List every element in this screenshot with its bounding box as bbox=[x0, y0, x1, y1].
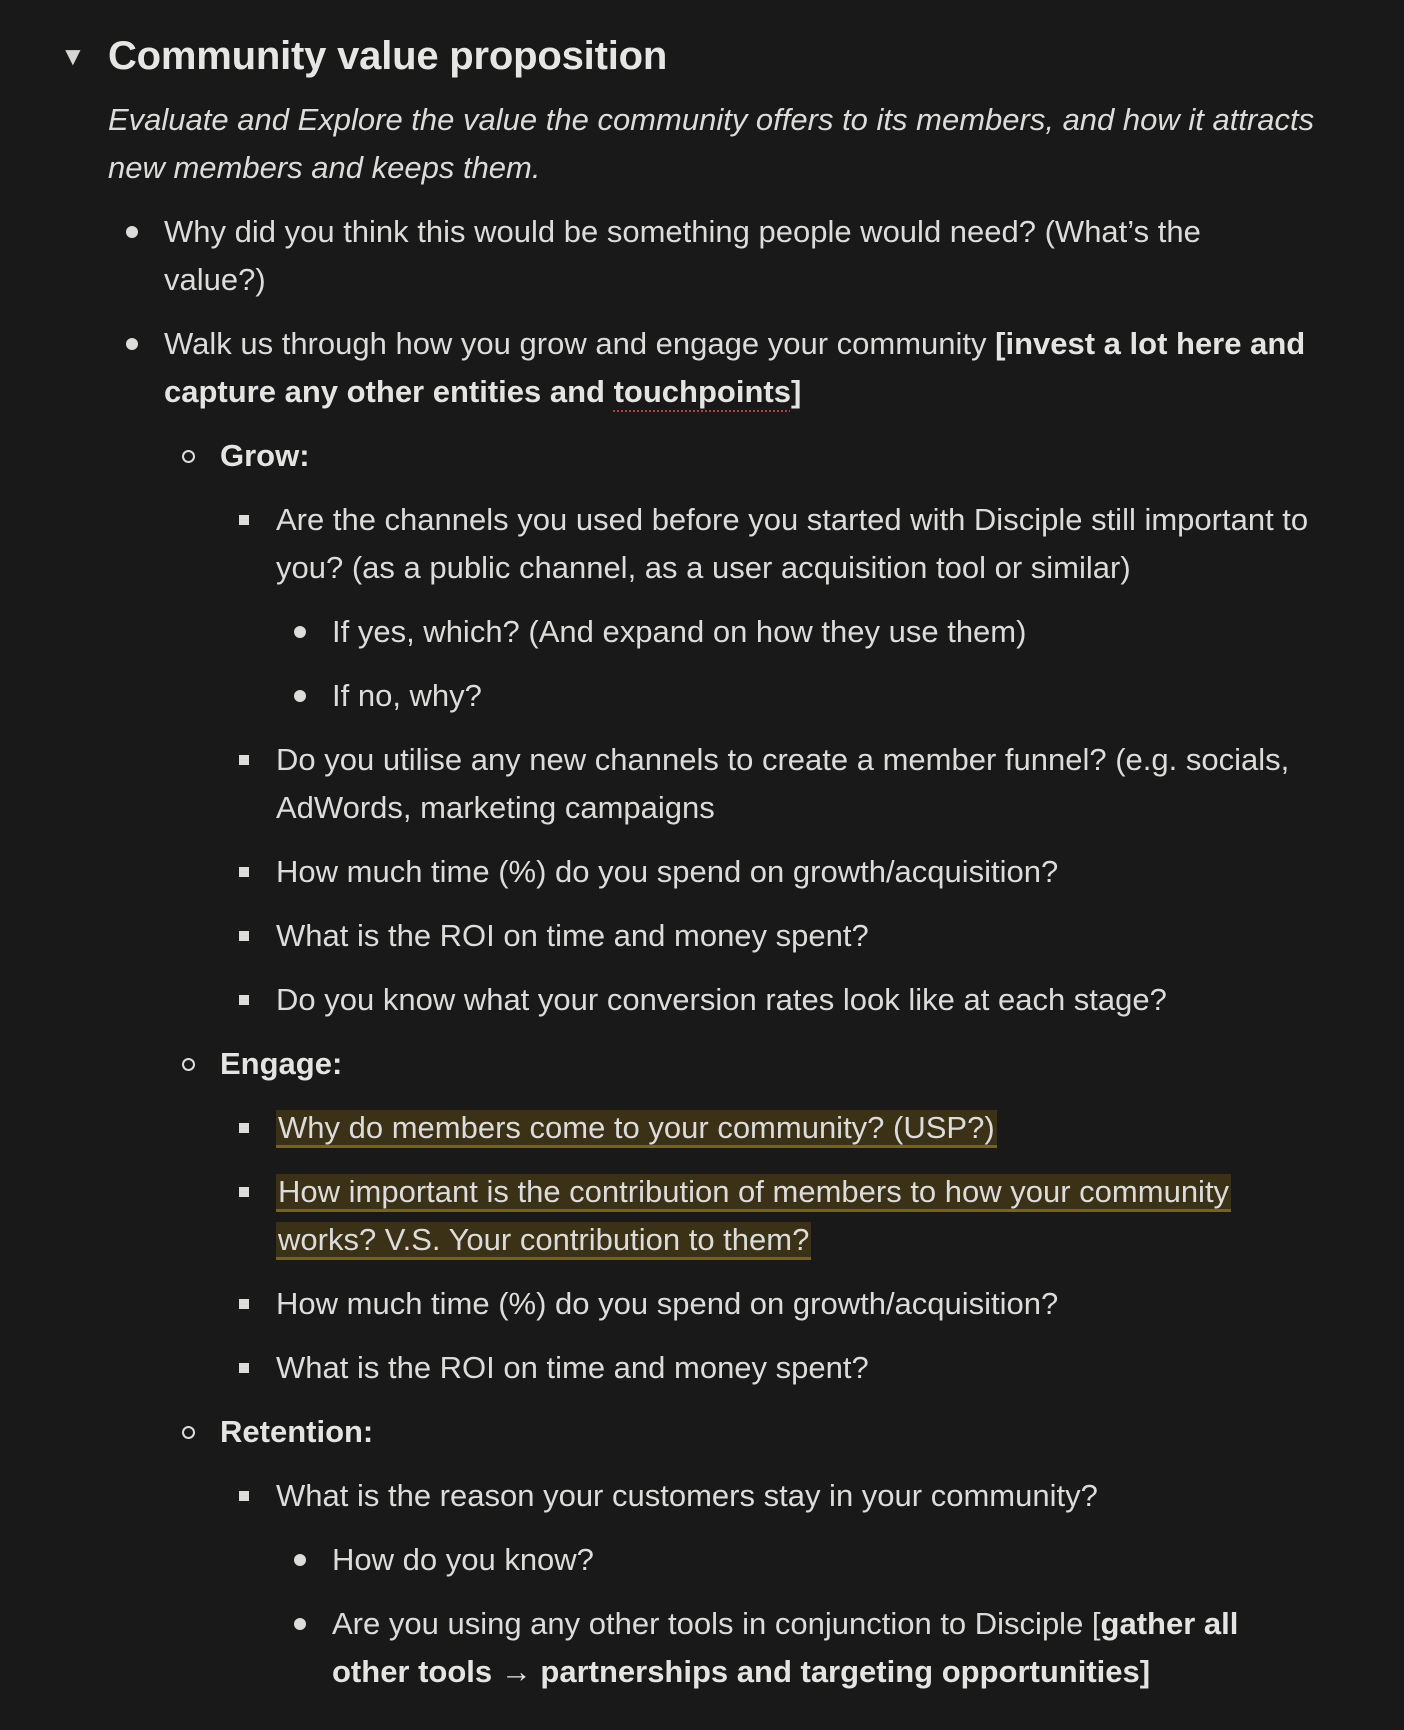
list-item-text[interactable]: What is the reason your customers stay in your community? bbox=[276, 1478, 1098, 1513]
section-label-engage: Engage: bbox=[220, 1046, 343, 1081]
list-item[interactable] bbox=[276, 1536, 1356, 1584]
bullet-square-icon bbox=[234, 1472, 254, 1520]
bullet-disc-icon bbox=[122, 208, 142, 256]
list-item-text[interactable]: How much time (%) do you spend on growth/acquisition? bbox=[276, 1286, 1059, 1321]
list-item[interactable] bbox=[276, 608, 1356, 656]
bullet-disc-icon bbox=[290, 1536, 310, 1584]
highlighted-text[interactable]: Why do members come to your community? (USP?) bbox=[276, 1110, 997, 1148]
list-item[interactable] bbox=[220, 1104, 1340, 1152]
list-item-text[interactable] bbox=[220, 1040, 1304, 1088]
list-item[interactable] bbox=[220, 1168, 1340, 1264]
bullet-disc-icon bbox=[290, 608, 310, 656]
list-item[interactable] bbox=[276, 672, 1356, 720]
bullet-square-icon bbox=[234, 1104, 254, 1152]
list-item-text[interactable]: Are the channels you used before you started with Disciple still important to you? (as a public channel, as a user acquisition tool or similar) bbox=[276, 502, 1309, 585]
list-item-text[interactable] bbox=[220, 1408, 1304, 1456]
list-item[interactable] bbox=[108, 208, 1308, 304]
list-item-bold-text: [invest a lot here and capture any other entities and bbox=[164, 326, 1306, 409]
list-item-text[interactable] bbox=[332, 1600, 1316, 1696]
bullet-circle-icon bbox=[178, 1408, 198, 1456]
toggle-heading[interactable]: Community value proposition bbox=[108, 34, 668, 78]
list-item-text[interactable]: What is the ROI on time and money spent? bbox=[276, 918, 869, 953]
bullet-square-icon bbox=[234, 1168, 254, 1216]
list-item[interactable] bbox=[220, 736, 1340, 832]
list-item[interactable] bbox=[220, 912, 1340, 960]
list-item[interactable] bbox=[220, 848, 1340, 896]
list-item[interactable] bbox=[164, 1408, 1304, 1456]
list-item-text[interactable] bbox=[276, 1168, 1340, 1264]
list-item-text[interactable] bbox=[220, 432, 1304, 480]
list-item-plain-text: Walk us through how you grow and engage your community bbox=[164, 326, 996, 361]
list-item-text[interactable]: How much time (%) do you spend on growth/acquisition? bbox=[276, 854, 1059, 889]
bullet-square-icon bbox=[234, 912, 254, 960]
list-item-text[interactable]: How do you know? bbox=[332, 1542, 594, 1577]
list-item[interactable] bbox=[220, 496, 1340, 592]
list-item[interactable] bbox=[108, 320, 1308, 416]
list-item-text[interactable]: Do you utilise any new channels to create a member funnel? (e.g. socials, AdWords, marketing campaigns bbox=[276, 742, 1290, 825]
list-item-text[interactable]: Do you know what your conversion rates look like at each stage? bbox=[276, 982, 1167, 1017]
toggle-header[interactable] bbox=[60, 28, 667, 84]
list-item[interactable] bbox=[276, 1600, 1316, 1696]
list-item[interactable] bbox=[220, 976, 1340, 1024]
list-item[interactable] bbox=[220, 1280, 1340, 1328]
list-item[interactable] bbox=[164, 432, 1304, 480]
list-item-text[interactable]: Why did you think this would be something people would need? (What’s the value?) bbox=[164, 214, 1201, 297]
list-item[interactable] bbox=[220, 1472, 1340, 1520]
list-item-text[interactable]: If yes, which? (And expand on how they use them) bbox=[332, 614, 1027, 649]
bullet-disc-icon bbox=[290, 672, 310, 720]
section-label-retention: Retention: bbox=[220, 1414, 374, 1449]
bullet-square-icon bbox=[234, 736, 254, 784]
list-item[interactable] bbox=[220, 1344, 1340, 1392]
bullet-disc-icon bbox=[122, 320, 142, 368]
bullet-square-icon bbox=[234, 976, 254, 1024]
list-item-text[interactable]: What is the ROI on time and money spent? bbox=[276, 1350, 869, 1385]
list-item-text[interactable] bbox=[276, 1104, 1340, 1152]
bullet-disc-icon bbox=[290, 1600, 310, 1648]
bullet-circle-icon bbox=[178, 1040, 198, 1088]
section-label-grow: Grow: bbox=[220, 438, 310, 473]
bullet-square-icon bbox=[234, 848, 254, 896]
toggle-description[interactable]: Evaluate and Explore the value the community offers to its members, and how it attracts new members and keeps them. bbox=[108, 102, 1315, 185]
list-item-bold-text: gather all other tools → partnerships and targeting opportunities] bbox=[332, 1606, 1239, 1689]
bullet-square-icon bbox=[234, 1344, 254, 1392]
list-item-bold-text: ] bbox=[790, 374, 802, 409]
list-item-text[interactable] bbox=[164, 320, 1308, 416]
bullet-circle-icon bbox=[178, 432, 198, 480]
list-item[interactable] bbox=[164, 1040, 1304, 1088]
highlighted-text[interactable]: How important is the contribution of members to how your community bbox=[276, 1174, 1231, 1212]
highlighted-text[interactable]: works? V.S. Your contribution to them? bbox=[276, 1222, 811, 1260]
bullet-square-icon bbox=[234, 496, 254, 544]
list-item-text[interactable]: If no, why? bbox=[332, 678, 482, 713]
bullet-square-icon bbox=[234, 1280, 254, 1328]
toggle-triangle-icon[interactable]: ▼ bbox=[60, 41, 86, 71]
list-item-plain-text: Are you using any other tools in conjunction to Disciple [ bbox=[332, 1606, 1101, 1641]
spellcheck-word[interactable]: touchpoints bbox=[613, 374, 791, 409]
